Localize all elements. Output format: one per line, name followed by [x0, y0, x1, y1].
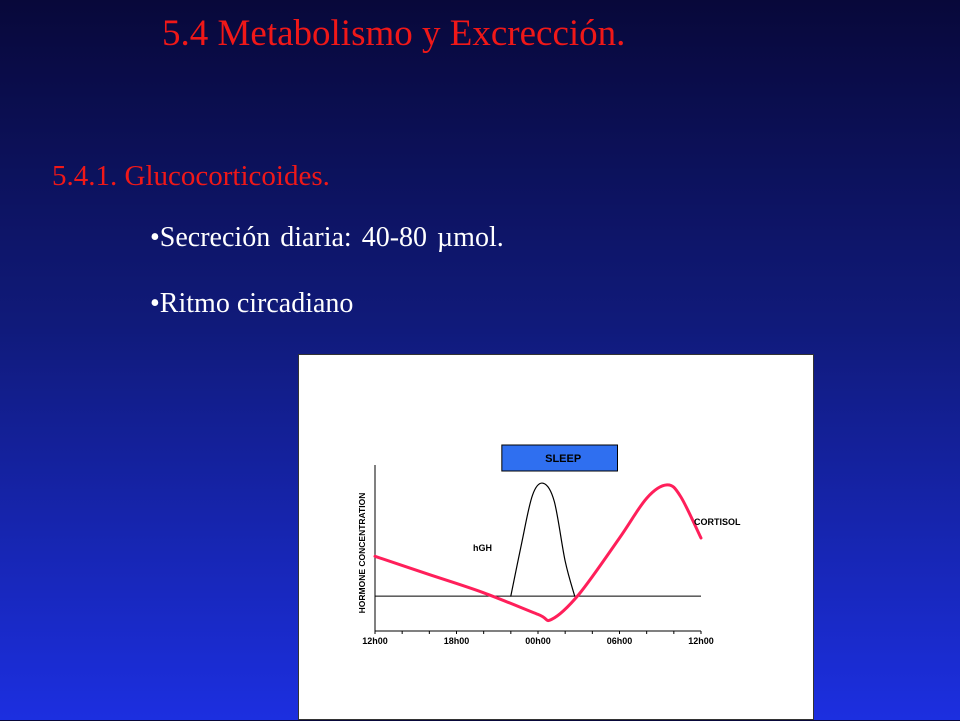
circadian-chart	[299, 355, 815, 721]
slide-subtitle: 5.4.1. Glucocorticoides.	[52, 160, 330, 192]
series-label-cortisol: CORTISOL	[694, 517, 741, 527]
chart-panel	[298, 354, 814, 720]
x-tick-label: 18h00	[443, 636, 470, 646]
x-tick-label: 12h00	[362, 636, 388, 646]
series-line-cortisol	[375, 485, 701, 621]
bullet-circadian-rhythm: •Ritmo circadiano	[150, 288, 354, 319]
bullet-daily-secretion: •Secreción diaria: 40-80 µmol.	[150, 222, 504, 253]
slide-title: 5.4 Metabolismo y Excrección.	[162, 13, 626, 54]
series-label-hgh: hGH	[473, 543, 492, 553]
series-line-hgh	[511, 483, 575, 596]
x-tick-label: 00h00	[525, 636, 551, 646]
series-group	[375, 483, 741, 621]
sleep-label: SLEEP	[545, 453, 582, 465]
sleep-band	[502, 445, 618, 471]
x-tick-label: 06h00	[606, 636, 633, 646]
x-tick-label: 12h00	[688, 636, 714, 646]
x-ticks	[362, 631, 714, 646]
y-axis-label: HORMONE CONCENTRATION	[357, 492, 367, 614]
